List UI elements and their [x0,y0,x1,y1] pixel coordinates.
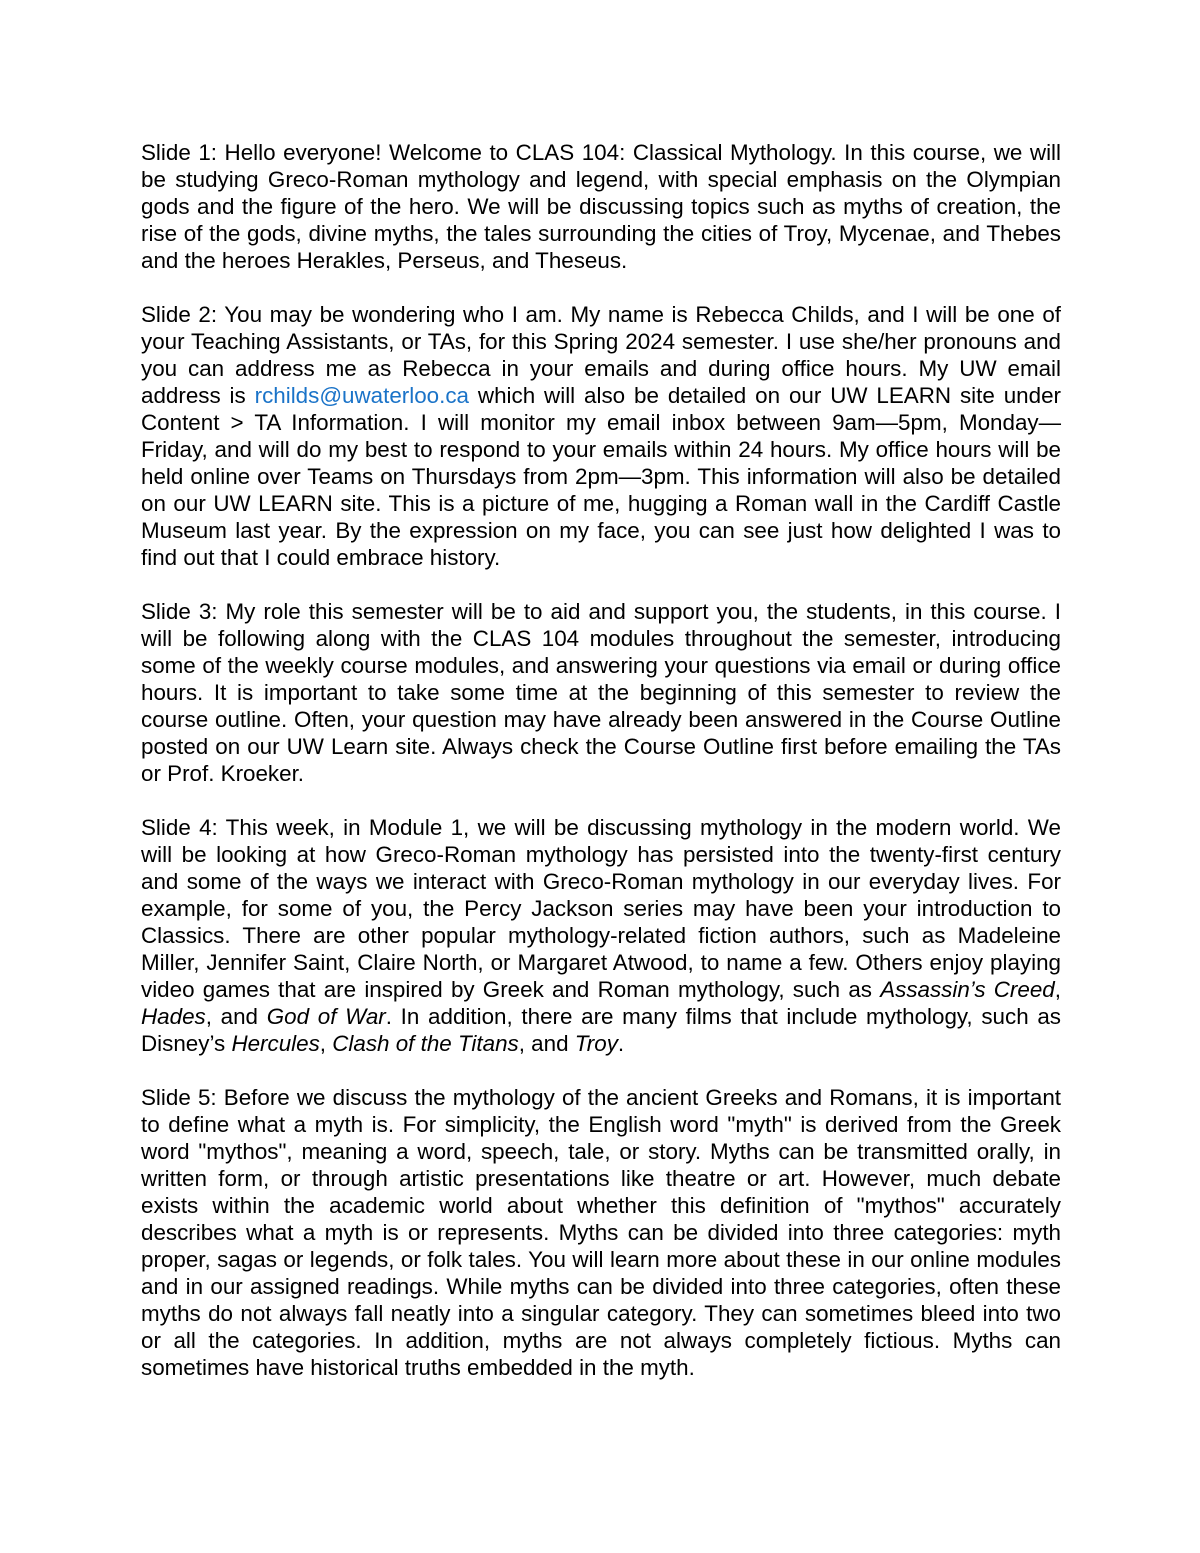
slide-2-text-after-email: which will also be detailed on our UW LEARN site under Content > TA Information. I will monitor my email inbox between 9am—5pm, Monday—Friday, and will do my best to respond to your emails within 24 hours. My office hours will be held online over Teams on Thursdays from 2pm—3pm. This information will also be detailed on our UW LEARN site. This is a picture of me, hugging a Roman wall in the Cardiff Castle Museum last year. By the expression on my face, you can see just how delighted I was to find out that I could embrace history. [141,383,1061,570]
slide-1-paragraph [141,139,1061,274]
film-title-troy: Troy [574,1031,618,1056]
slide-3-paragraph [141,598,1061,787]
film-title-hercules: Hercules [231,1031,320,1056]
document-page [141,139,1061,1408]
email-link[interactable]: rchilds@uwaterloo.ca [254,383,470,408]
game-title-hades: Hades [141,1004,206,1029]
slide-3-text: Slide 3: My role this semester will be to aid and support you, the students, in this course. I will be following along with the CLAS 104 modules throughout the semester, introducing some of the weekly course modules, and answering your questions via email or during office hours. It is important to take some time at the beginning of this semester to review the course outline. Often, your question may have already been answered in the Course Outline posted on our UW Learn site. Always check the Course Outline first before emailing the TAs or Prof. Kroeker. [141,599,1061,786]
slide-4-end: . [617,1031,625,1056]
slide-2-text-before-email: Slide 2: You may be wondering who I am. My name is Rebecca Childs, and I will be one of your Teaching Assistants, or TAs, for this Spring 2024 semester. I use she/her pronouns and you can address me as Rebecca in your emails and during office hours. My UW email address is [141,302,1061,408]
separator: , and [518,1031,575,1056]
slide-4-text-part-2: . In addition, there are many films that include mythology, such as Disney’s [141,1004,1061,1056]
slide-2-paragraph [141,301,1061,571]
separator: , [319,1031,333,1056]
slide-4-paragraph [141,814,1061,1057]
slide-4-text-part-1: Slide 4: This week, in Module 1, we will be discussing mythology in the modern world. We will be looking at how Greco-Roman mythology has persisted into the twenty-first century and some of the ways we interact with Greco-Roman mythology in our everyday lives. For example, for some of you, the Percy Jackson series may have been your introduction to Classics. There are other popular mythology-related fiction authors, such as Madeleine Miller, Jennifer Saint, Claire North, or Margaret Atwood, to name a few. Others enjoy playing video games that are inspired by Greek and Roman mythology, such as [141,815,1061,1002]
slide-5-paragraph [141,1084,1061,1381]
game-title-assassins-creed: Assassin’s Creed [880,977,1055,1002]
slide-5-text: Slide 5: Before we discuss the mythology of the ancient Greeks and Romans, it is important to define what a myth is. For simplicity, the English word "myth" is derived from the Greek word "mythos", meaning a word, speech, tale, or story. Myths can be transmitted orally, in written form, or through artistic presentations like theatre or art. However, much debate exists within the academic world about whether this definition of "mythos" accurately describes what a myth is or represents. Myths can be divided into three categories: myth proper, sagas or legends, or folk tales. You will learn more about these in our online modules and in our assigned readings. While myths can be divided into three categories, often these myths do not always fall neatly into a singular category. They can sometimes bleed into two or all the categories. In addition, myths are not always completely fictious. Myths can sometimes have historical truths embedded in the myth. [141,1085,1061,1380]
game-title-god-of-war: God of War [266,1004,386,1029]
separator: , and [205,1004,267,1029]
separator: , [1054,977,1061,1002]
slide-1-text: Slide 1: Hello everyone! Welcome to CLAS 104: Classical Mythology. In this course, we will be studying Greco-Roman mythology and legend, with special emphasis on the Olympian gods and the figure of the hero. We will be discussing topics such as myths of creation, the rise of the gods, divine myths, the tales surrounding the cities of Troy, Mycenae, and Thebes and the heroes Herakles, Perseus, and Theseus. [141,140,1061,273]
film-title-clash-of-the-titans: Clash of the Titans [332,1031,519,1056]
